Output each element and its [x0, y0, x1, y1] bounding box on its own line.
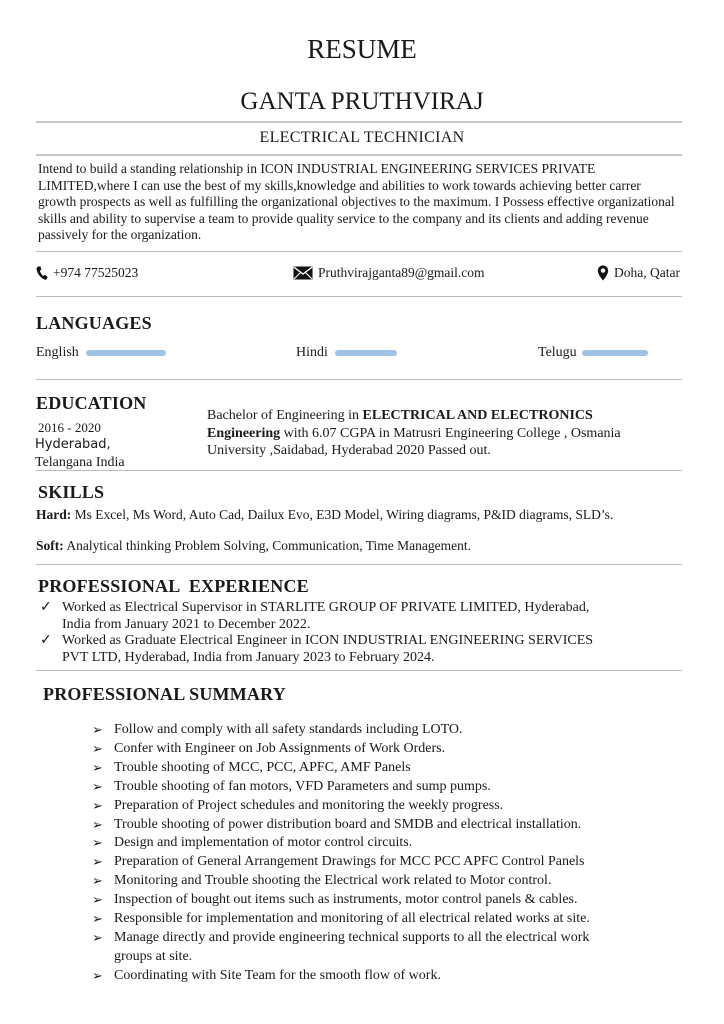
list-item: ➢ Monitoring and Trouble shooting the Electrical work related to Motor control.	[90, 872, 690, 891]
language-name: Telugu	[538, 345, 577, 360]
language-level-bar	[582, 350, 648, 356]
email-address: Pruthvirajganta89@gmail.com	[318, 265, 485, 280]
checkmark-icon: ✓	[40, 633, 52, 648]
arrow-bullet-icon: ➢	[92, 740, 103, 756]
arrow-bullet-icon: ➢	[92, 967, 103, 983]
summary-heading: PROFESSIONAL SUMMARY	[43, 684, 286, 704]
arrow-bullet-icon: ➢	[92, 816, 103, 832]
list-item: ➢ Coordinating with Site Team for the smooth flow of work.	[90, 967, 690, 986]
arrow-bullet-icon: ➢	[92, 835, 103, 851]
arrow-bullet-icon: ➢	[92, 797, 103, 813]
list-item: ✓ Worked as Graduate Electrical Engineer in ICON INDUSTRIAL ENGINEERING SERVICES PVT LTD, Hyderabad, India from January 2023 to February 2024.	[40, 633, 594, 665]
phone-icon	[36, 266, 48, 280]
list-item: ➢ Inspection of bought out items such as instruments, motor control panels & cables.	[90, 891, 690, 910]
location-text: Doha, Qatar	[614, 265, 680, 280]
arrow-bullet-icon: ➢	[92, 759, 103, 775]
divider	[36, 154, 682, 156]
language-level-bar	[335, 350, 397, 356]
divider	[36, 251, 682, 252]
list-item: ➢ Design and implementation of motor control circuits.	[90, 834, 690, 853]
language-telugu	[538, 345, 648, 361]
contact-phone	[36, 265, 138, 281]
list-item: ➢ Follow and comply with all safety standards including LOTO.	[90, 721, 690, 740]
list-item: ➢ Trouble shooting of power distribution board and SMDB and electrical installation.	[90, 816, 690, 835]
summary-list	[90, 721, 690, 986]
arrow-bullet-icon: ➢	[92, 911, 103, 927]
arrow-bullet-icon: ➢	[92, 892, 103, 908]
list-item: ➢ Preparation of General Arrangement Drawings for MCC PCC APFC Control Panels	[90, 853, 690, 872]
divider	[36, 564, 682, 565]
language-level-bar	[86, 350, 166, 356]
phone-number: +974 77525023	[53, 265, 139, 280]
degree-major: ELECTRICAL AND ELECTRONICS	[362, 408, 593, 423]
list-item: ➢ Trouble shooting of MCC, PCC, APFC, AMF Panels	[90, 759, 690, 778]
degree-text: Bachelor of Engineering in	[207, 408, 363, 423]
education-state: Telangana India	[35, 455, 125, 470]
arrow-bullet-icon: ➢	[92, 722, 103, 737]
language-name: Hindi	[296, 345, 328, 360]
degree-text: with 6.07 CGPA in Matrusri Engineering College , Osmania	[280, 425, 621, 441]
divider	[36, 470, 682, 471]
arrow-bullet-icon: ➢	[92, 854, 103, 870]
envelope-icon	[293, 266, 313, 280]
experience-heading: PROFESSIONAL EXPERIENCE	[38, 576, 309, 596]
candidate-name: GANTA PRUTHVIRAJ	[240, 88, 484, 115]
job-title: ELECTRICAL TECHNICIAN	[259, 129, 465, 146]
language-english	[36, 345, 166, 361]
location-pin-icon	[597, 265, 609, 281]
list-item: ➢ Responsible for implementation and monitoring of all electrical related works at site.	[90, 910, 690, 929]
arrow-bullet-icon: ➢	[92, 929, 103, 945]
languages-heading: LANGUAGES	[36, 313, 152, 333]
soft-skills	[36, 538, 696, 554]
list-item: ➢ Trouble shooting of fan motors, VFD Parameters and sump pumps.	[90, 778, 690, 797]
arrow-bullet-icon: ➢	[92, 778, 103, 794]
list-item: ➢ Manage directly and provide engineering technical supports to all the electrical work groups at site.	[92, 929, 590, 964]
language-hindi	[296, 345, 397, 361]
contact-email	[293, 265, 485, 281]
list-item: ➢ Confer with Engineer on Job Assignments of Work Orders.	[90, 740, 690, 759]
career-objective: Intend to build a standing relationship in ICON INDUSTRIAL ENGINEERING SERVICES PRIVATE LIMITED,where I can use the best of my skills,knowledge and abilities to work towards achieving better carrer growth prospects as well as fulfilling the organizational objectives to the maximum. I Possess effective organizational skills and ability to supervise a team to provide quality service to the company and its clients and adding revenue passively for the organization.	[38, 161, 675, 242]
soft-skills-label: Soft:	[36, 538, 64, 553]
education-city: Hyderabad,	[35, 437, 111, 452]
list-item: ✓ Worked as Electrical Supervisor in STARLITE GROUP OF PRIVATE LIMITED, Hyderabad, India from January 2021 to December 2022.	[40, 600, 590, 632]
soft-skills-text: Analytical thinking Problem Solving, Communication, Time Management.	[66, 538, 471, 553]
list-item: ➢ Preparation of Project schedules and monitoring the weekly progress.	[90, 797, 690, 816]
hard-skills	[36, 507, 696, 523]
arrow-bullet-icon: ➢	[92, 873, 103, 889]
divider	[36, 296, 682, 297]
hard-skills-label: Hard:	[36, 507, 72, 522]
contact-location	[597, 265, 680, 281]
hard-skills-text: Ms Excel, Ms Word, Auto Cad, Dailux Evo, E3D Model, Wiring diagrams, P&ID diagrams, SLD’s.	[74, 507, 614, 522]
skills-heading: SKILLS	[38, 482, 105, 502]
education-years: 2016 - 2020	[38, 420, 101, 435]
experience-list	[36, 600, 686, 666]
language-name: English	[36, 345, 79, 360]
checkmark-icon: ✓	[40, 600, 52, 615]
divider	[36, 121, 682, 123]
document-title: RESUME	[307, 34, 417, 64]
divider	[36, 379, 682, 380]
divider	[36, 670, 682, 671]
education-degree	[207, 407, 677, 460]
degree-text: University ,Saidabad, Hyderabad 2020 Passed out.	[207, 443, 491, 458]
education-heading: EDUCATION	[36, 393, 147, 413]
degree-major: Engineering	[207, 425, 281, 441]
